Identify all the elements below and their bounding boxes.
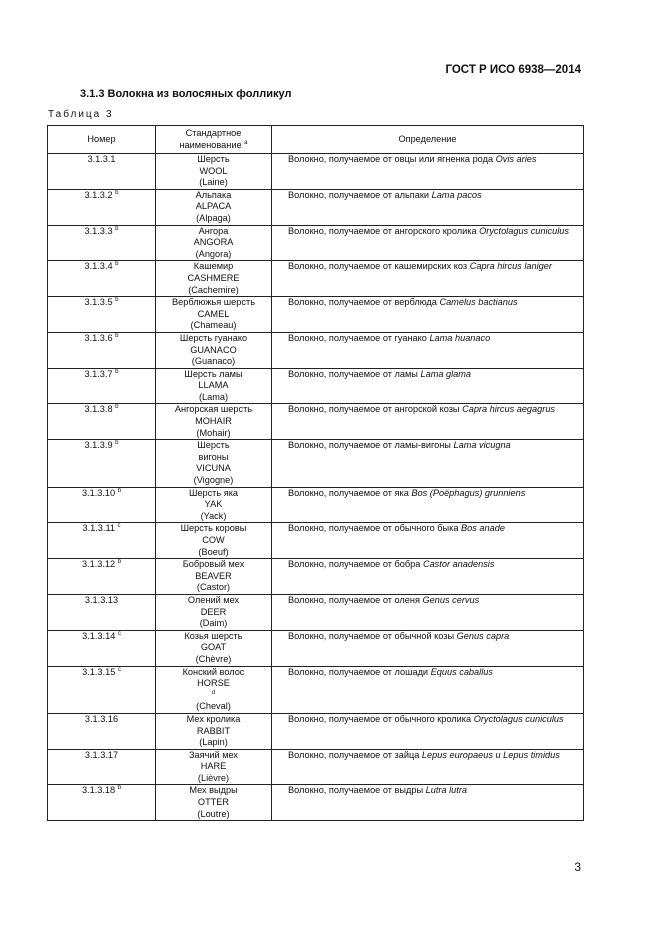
- standard-name: [156, 261, 272, 297]
- definition-latin: Lama huanacо: [429, 332, 491, 343]
- name-en: ALPACA: [195, 201, 232, 212]
- row-number-text: 3.1.3.16: [84, 713, 119, 724]
- row-number-footnote: c: [117, 523, 121, 530]
- definition-text: Волокно, получаемое от выдры: [288, 785, 426, 796]
- column-name-footnote: a: [244, 139, 248, 146]
- definition-latin: Capra hircus laniger: [469, 261, 552, 272]
- row-number-footnote: b: [115, 297, 119, 304]
- name-fr: (Chèvre): [195, 653, 232, 664]
- name-en: MOHAIR: [195, 416, 232, 427]
- name-ru: Конский волос: [182, 666, 245, 677]
- standard-name: [156, 332, 272, 368]
- name-en: ANGORA: [193, 237, 234, 248]
- table-row: [48, 630, 584, 666]
- name-fr: (Lapin): [199, 737, 228, 748]
- row-number-text: 3.1.3.9: [84, 440, 113, 451]
- definition-latin: Lepus europaeus и Lepus timidus: [421, 749, 560, 760]
- name-fr: (Lama): [198, 391, 229, 402]
- name-fr: (Chameau): [190, 320, 237, 331]
- standard-name: [156, 154, 272, 190]
- definition: [272, 404, 584, 440]
- name-fr: (Guanaco): [191, 356, 236, 367]
- table-row: [48, 332, 584, 368]
- table-row: [48, 559, 584, 595]
- name-en: WOOL: [199, 165, 228, 176]
- name-en: HORSE $^d$: [197, 678, 230, 696]
- name-fr: (Castor): [196, 582, 231, 593]
- row-number-footnote: b: [117, 785, 122, 792]
- definition-latin: Bos anade: [461, 523, 505, 534]
- definition: [272, 440, 584, 487]
- row-number-footnote: b: [115, 440, 119, 447]
- name-en-footnote: d: [211, 689, 216, 696]
- name-ru: Мех кролика: [186, 713, 241, 724]
- name-fr: (Laine): [199, 177, 228, 188]
- table-row: [48, 713, 584, 749]
- definition-latin: Oryctolagus cuniculus: [479, 225, 569, 236]
- row-number-footnote: b: [115, 225, 119, 232]
- row-number-footnote: b: [115, 261, 119, 268]
- table-row: [48, 261, 584, 297]
- definition-latin: Bos (Poëphagus) grunniens: [411, 487, 526, 498]
- name-en: YAK: [204, 499, 223, 510]
- definition-text: Волокно, получаемое от обычной козы: [288, 630, 457, 641]
- row-number-text: 3.1.3.10: [81, 487, 116, 498]
- name-en: OTTER: [197, 797, 230, 808]
- row-number-text: 3.1.3.5: [84, 297, 113, 308]
- definition: [272, 332, 584, 368]
- row-number: [48, 440, 156, 487]
- row-number-text: 3.1.3.4: [84, 261, 113, 272]
- row-number: [48, 487, 156, 523]
- name-en: VICUNA: [196, 463, 231, 474]
- definition: [272, 487, 584, 523]
- standard-name: [156, 713, 272, 749]
- table-row: [48, 440, 584, 487]
- name-fr: (Boeuf): [198, 546, 229, 557]
- row-number-footnote: b: [115, 368, 119, 375]
- definition-text: Волокно, получаемое от оленя: [288, 594, 423, 605]
- definition: [272, 154, 584, 190]
- row-number-text: 3.1.3.17: [84, 749, 119, 760]
- definition-text: Волокно, получаемое от яка: [288, 487, 412, 498]
- standard-name: [156, 523, 272, 559]
- name-fr: (Daim): [199, 618, 228, 629]
- standard-name: [156, 368, 272, 404]
- page-number: 3: [574, 860, 581, 874]
- definition-text: Волокно, получаемое от ангорской козы: [288, 404, 463, 415]
- definition-latin: Camelus bactianus: [439, 297, 518, 308]
- table-row: [48, 404, 584, 440]
- row-number: [48, 713, 156, 749]
- row-number-footnote: b: [115, 332, 119, 339]
- row-number: [48, 332, 156, 368]
- definition: [272, 749, 584, 785]
- column-name-line1: Стандартное: [185, 127, 242, 138]
- name-fr: (Mohair): [196, 427, 231, 438]
- definition-text: Волокно, получаемое от зайца: [288, 749, 422, 760]
- standard-name: [156, 189, 272, 225]
- name-ru: Шерсть яка: [188, 487, 239, 498]
- row-number: [48, 225, 156, 261]
- table-row: [48, 487, 584, 523]
- row-number-text: 3.1.3.13: [84, 594, 119, 605]
- definition: [272, 297, 584, 333]
- row-number: [48, 785, 156, 821]
- section-title: 3.1.3 Волокна из волосяных фолликул: [80, 88, 292, 100]
- name-ru: Бобровый мех: [182, 559, 245, 570]
- standard-name: [156, 594, 272, 630]
- standard-code: ГОСТ Р ИСО 6938—2014: [445, 64, 581, 76]
- name-ru: Ангора: [198, 225, 229, 236]
- definition-latin: Genus capra: [456, 630, 510, 641]
- row-number-footnote: c: [117, 630, 121, 637]
- table-caption: Таблица 3: [48, 109, 114, 120]
- definition: [272, 630, 584, 666]
- name-en: RABBIT: [196, 725, 231, 736]
- definition-text: Волокно, получаемое от верблюда: [288, 297, 440, 308]
- name-ru: Шерсть: [197, 154, 230, 164]
- name-ru: Ангорская шерсть: [174, 404, 253, 415]
- column-name-header: [156, 126, 272, 154]
- definition-text: Волокно, получаемое от лошади: [288, 666, 431, 677]
- name-en: GUANACO: [190, 344, 237, 355]
- row-number: [48, 594, 156, 630]
- name-ru: Шерсть ламы: [184, 368, 243, 379]
- definition-latin: Lama glama: [420, 368, 472, 379]
- definition: [272, 368, 584, 404]
- row-number-text: 3.1.3.12: [81, 559, 116, 570]
- row-number: [48, 666, 156, 713]
- definition: [272, 666, 584, 713]
- table-row: [48, 297, 584, 333]
- name-en: LLAMA: [198, 380, 229, 391]
- table-row: [48, 523, 584, 559]
- name-ru: Шерсть гуанако: [179, 332, 248, 343]
- definition: [272, 559, 584, 595]
- column-definition-header: Определение: [272, 126, 584, 154]
- definition-latin: Castor anadensis: [422, 559, 495, 570]
- name-ru: Верблюжья шерсть: [172, 297, 255, 308]
- row-number: [48, 261, 156, 297]
- row-number-text: 3.1.3.11: [82, 523, 115, 534]
- definition-latin: Oryctolagus cuniculus: [473, 713, 564, 724]
- definition-latin: Genus cervus: [422, 594, 480, 605]
- definition-text: Волокно, получаемое от кашемирских коз: [288, 261, 470, 272]
- table-row: [48, 225, 584, 261]
- row-number: [48, 749, 156, 785]
- fiber-table: [47, 125, 584, 821]
- definition: [272, 189, 584, 225]
- table-row: [48, 368, 584, 404]
- name-fr: (Yack): [200, 510, 227, 521]
- row-number-footnote: b: [115, 189, 119, 196]
- standard-name: [156, 666, 272, 713]
- row-number-footnote: c: [117, 666, 121, 673]
- name-ru: Шерсть вигоны: [197, 440, 230, 462]
- standard-name: [156, 225, 272, 261]
- row-number-text: 3.1.3.7: [84, 368, 113, 379]
- row-number: [48, 404, 156, 440]
- name-en: COW: [202, 535, 225, 545]
- standard-name: [156, 487, 272, 523]
- row-number-footnote: b: [117, 559, 122, 566]
- table-row: [48, 666, 584, 713]
- standard-name: [156, 440, 272, 487]
- standard-name: [156, 630, 272, 666]
- definition: [272, 713, 584, 749]
- definition: [272, 523, 584, 559]
- definition-text: Волокно, получаемое от обычного кролика: [288, 713, 474, 724]
- table-row: [48, 594, 584, 630]
- table-row: [48, 189, 584, 225]
- row-number-text: 3.1.3.8: [84, 404, 113, 415]
- name-en: BEAVER: [195, 570, 232, 581]
- name-en: GOAT: [200, 642, 227, 653]
- name-ru: Альпака: [195, 189, 232, 200]
- standard-name: [156, 559, 272, 595]
- row-number-text: 3.1.3.15: [82, 666, 116, 677]
- row-number-footnote: b: [117, 487, 122, 494]
- standard-name: [156, 785, 272, 821]
- definition-text: Волокно, получаемое от овцы или ягненка рода: [288, 154, 496, 164]
- table-row: [48, 749, 584, 785]
- name-ru: Мех выдры: [189, 785, 238, 796]
- definition-latin: Lutra lutra: [425, 785, 468, 796]
- row-number-text: 3.1.3.2: [84, 189, 113, 200]
- row-number-text: 3.1.3.14: [82, 630, 116, 641]
- definition: [272, 261, 584, 297]
- row-number-text: 3.1.3.18: [81, 785, 116, 796]
- row-number: [48, 559, 156, 595]
- row-number-footnote: b: [115, 404, 119, 411]
- row-number: [48, 189, 156, 225]
- row-number-text: 3.1.3.6: [84, 332, 113, 343]
- name-fr: (Cheval): [196, 701, 231, 712]
- name-fr: (Angora): [195, 248, 232, 259]
- definition-text: Волокно, получаемое от гуанако: [288, 332, 430, 343]
- row-number: [48, 154, 156, 190]
- name-fr: (Lièvre): [197, 772, 230, 783]
- standard-name: [156, 404, 272, 440]
- name-ru: Олений мех: [187, 594, 240, 605]
- name-fr: (Vigogne): [193, 475, 234, 486]
- definition-text: Волокно, получаемое от обычного быка: [288, 523, 462, 534]
- column-name-line2: наименование: [179, 139, 242, 150]
- definition-latin: Ovis aries: [495, 154, 537, 164]
- definition-latin: Capra hircus aegagrus: [462, 404, 556, 415]
- row-number-text: 3.1.3.1: [87, 154, 116, 164]
- definition-latin: Lama pacos: [431, 189, 482, 200]
- row-number: [48, 297, 156, 333]
- definition-text: Волокно, получаемое от бобра: [288, 559, 423, 570]
- name-ru: Козья шерсть: [184, 630, 243, 641]
- standard-name: [156, 749, 272, 785]
- row-number: [48, 368, 156, 404]
- name-ru: Кашемир: [193, 261, 234, 272]
- row-number: [48, 523, 156, 559]
- name-en: HARE: [200, 761, 227, 772]
- definition: [272, 594, 584, 630]
- definition-latin: Equus caballus: [430, 666, 493, 677]
- name-fr: (Loutre): [197, 808, 230, 819]
- name-ru: Заячий мех: [188, 749, 239, 760]
- definition-text: Волокно, получаемое от ламы: [288, 368, 421, 379]
- row-number: [48, 630, 156, 666]
- name-en: CASHMERE: [187, 272, 240, 283]
- column-number-header: Номер: [48, 126, 156, 154]
- name-fr: (Cachemire): [188, 284, 239, 295]
- standard-name: [156, 297, 272, 333]
- definition: [272, 225, 584, 261]
- table-header-row: [48, 126, 584, 154]
- row-number-text: 3.1.3.3: [84, 225, 113, 236]
- definition-text: Волокно, получаемое от ламы-вигоны: [288, 440, 454, 451]
- table-row: [48, 785, 584, 821]
- name-en: CAMEL: [197, 308, 230, 319]
- name-en: DEER: [200, 606, 227, 617]
- definition-text: Волокно, получаемое от альпаки: [288, 189, 432, 200]
- definition: [272, 785, 584, 821]
- table-row: [48, 154, 584, 190]
- name-ru: Шерсть коровы: [180, 523, 247, 534]
- definition-text: Волокно, получаемое от ангорского кролика: [288, 225, 480, 236]
- name-fr: (Alpaga): [196, 212, 231, 223]
- definition-latin: Lama vicugna: [453, 440, 511, 451]
